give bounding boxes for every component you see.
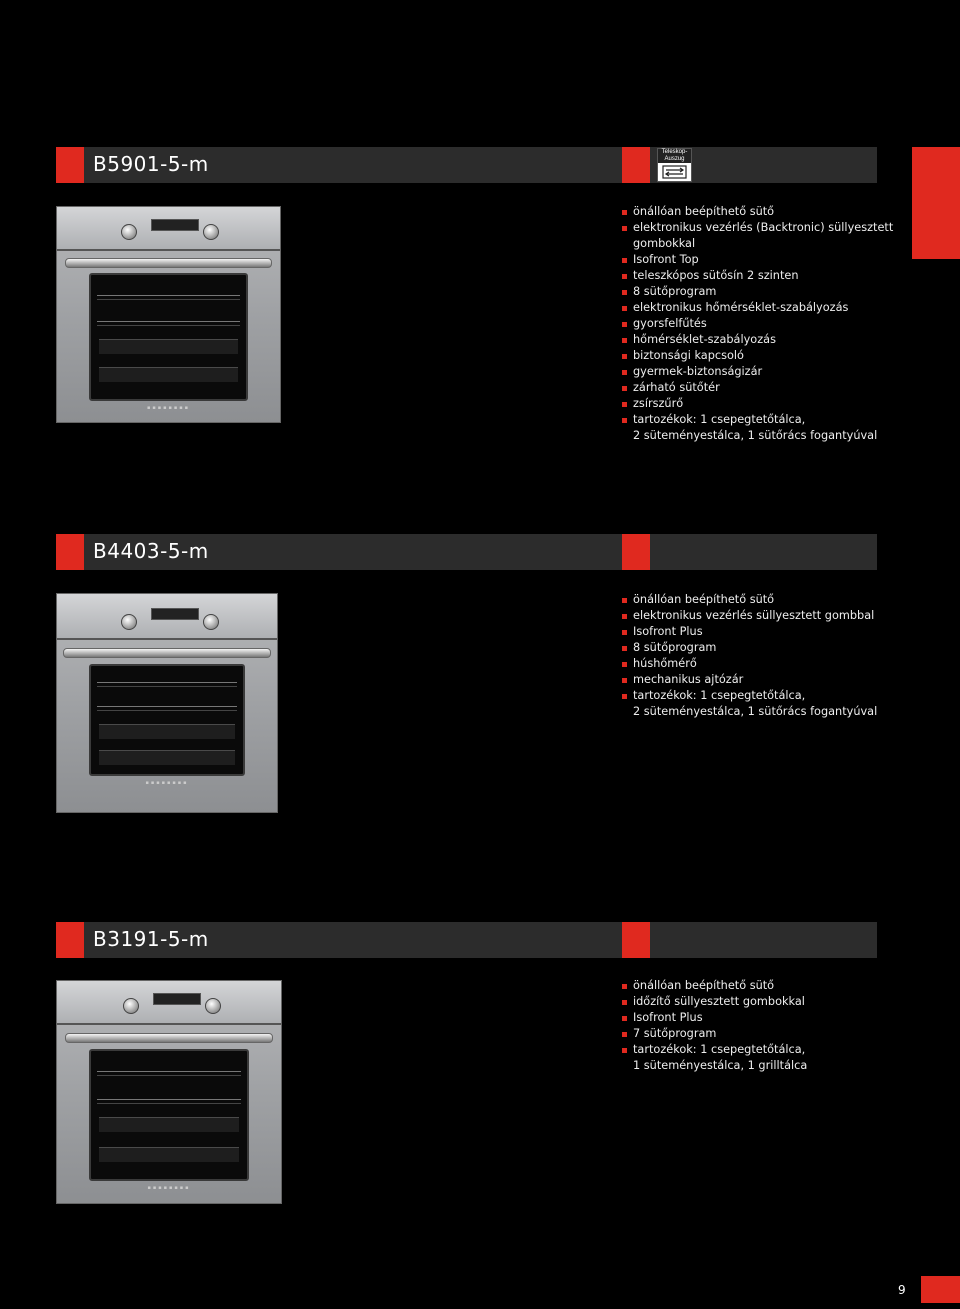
product-b4403 bbox=[56, 534, 877, 814]
feature-item bbox=[622, 348, 893, 364]
feature-item bbox=[622, 220, 893, 236]
feature-item bbox=[622, 268, 893, 284]
feature-text: elektronikus hőmérséklet-szabályozás bbox=[633, 301, 849, 314]
telescope-badge-label: Teleskop-Auszug bbox=[658, 149, 691, 163]
header-accent-right bbox=[622, 922, 650, 958]
control-panel bbox=[57, 981, 281, 1025]
oven-rack bbox=[97, 706, 237, 711]
oven-image bbox=[56, 593, 278, 813]
bullet-icon bbox=[622, 598, 627, 603]
feature-text: mechanikus ajtózár bbox=[633, 673, 744, 686]
bullet-icon bbox=[622, 354, 627, 359]
feature-text: gyorsfelfűtés bbox=[633, 317, 707, 330]
product-b5901 bbox=[56, 147, 894, 442]
header-accent-right bbox=[622, 147, 650, 183]
feature-item bbox=[622, 396, 893, 412]
feature-item bbox=[622, 412, 893, 428]
feature-item bbox=[622, 592, 877, 608]
oven-tray bbox=[99, 1117, 239, 1132]
feature-item bbox=[622, 656, 877, 672]
feature-text: elektronikus vezérlés (Backtronic) süllyesztett bbox=[633, 221, 894, 234]
door-handle bbox=[65, 1033, 273, 1043]
feature-text: Isofront Plus bbox=[633, 625, 703, 638]
feature-text: önállóan beépíthető sütő bbox=[633, 593, 775, 606]
oven-window bbox=[89, 664, 245, 776]
header-accent bbox=[56, 922, 84, 958]
oven-window bbox=[89, 1049, 249, 1181]
feature-text: 8 sütőprogram bbox=[633, 285, 717, 298]
oven-window bbox=[89, 273, 248, 401]
page-number: 9 bbox=[898, 1283, 906, 1297]
product-header bbox=[56, 922, 877, 958]
bullet-icon bbox=[622, 338, 627, 343]
feature-item bbox=[622, 364, 893, 380]
bullet-icon bbox=[622, 290, 627, 295]
oven-rack bbox=[97, 682, 237, 687]
page-tab bbox=[921, 1276, 960, 1303]
feature-list bbox=[622, 204, 893, 444]
feature-item bbox=[622, 204, 893, 220]
control-panel bbox=[57, 207, 280, 251]
feature-text: Isofront Top bbox=[633, 253, 699, 266]
feature-item-continuation bbox=[622, 1058, 807, 1074]
feature-item bbox=[622, 380, 893, 396]
feature-text: Isofront Plus bbox=[633, 1011, 703, 1024]
feature-text: időzítő süllyesztett gombokkal bbox=[633, 995, 805, 1008]
feature-list bbox=[622, 592, 877, 720]
bullet-icon bbox=[622, 678, 627, 683]
bullet-icon bbox=[622, 1032, 627, 1037]
model-title: B4403-5-m bbox=[93, 539, 209, 563]
door-handle bbox=[63, 648, 271, 658]
feature-item bbox=[622, 252, 893, 268]
brand-logo: ▪▪▪▪▪▪▪▪ bbox=[147, 1185, 191, 1191]
bullet-icon bbox=[622, 646, 627, 651]
bullet-icon bbox=[622, 614, 627, 619]
feature-text: gyermek-biztonságizár bbox=[633, 365, 763, 378]
side-tab bbox=[912, 147, 960, 259]
oven-tray bbox=[99, 1147, 239, 1162]
knob-icon bbox=[123, 998, 139, 1014]
feature-text: 2 süteményestálca, 1 sütőrács fogantyúval bbox=[633, 705, 878, 718]
feature-text: zárható sütőtér bbox=[633, 381, 720, 394]
oven-image bbox=[56, 980, 282, 1204]
bullet-icon bbox=[622, 984, 627, 989]
bullet-icon bbox=[622, 418, 627, 423]
oven-tray bbox=[99, 724, 235, 739]
oven-tray bbox=[99, 339, 238, 354]
model-title: B3191-5-m bbox=[93, 927, 209, 951]
bullet-icon bbox=[622, 306, 627, 311]
bullet-icon bbox=[622, 226, 627, 231]
feature-text: 8 sütőprogram bbox=[633, 641, 717, 654]
header-accent bbox=[56, 147, 84, 183]
feature-item bbox=[622, 640, 877, 656]
feature-text: hőmérséklet-szabályozás bbox=[633, 333, 776, 346]
knob-icon bbox=[203, 224, 219, 240]
display-icon bbox=[151, 219, 199, 231]
oven-rack bbox=[97, 321, 240, 326]
feature-item-continuation bbox=[622, 704, 877, 720]
bullet-icon bbox=[622, 662, 627, 667]
feature-item bbox=[622, 1026, 807, 1042]
feature-item bbox=[622, 688, 877, 704]
bullet-icon bbox=[622, 386, 627, 391]
feature-text: húshőmérő bbox=[633, 657, 697, 670]
bullet-icon bbox=[622, 210, 627, 215]
oven-image bbox=[56, 206, 281, 423]
feature-text: zsírszűrő bbox=[633, 397, 684, 410]
feature-item bbox=[622, 608, 877, 624]
feature-item bbox=[622, 1010, 807, 1026]
bullet-icon bbox=[622, 630, 627, 635]
header-accent-right bbox=[622, 534, 650, 570]
bullet-icon bbox=[622, 370, 627, 375]
display-icon bbox=[153, 993, 201, 1005]
feature-text: biztonsági kapcsoló bbox=[633, 349, 744, 362]
feature-text: teleszkópos sütősín 2 szinten bbox=[633, 269, 799, 282]
bullet-icon bbox=[622, 274, 627, 279]
bullet-icon bbox=[622, 322, 627, 327]
bullet-icon bbox=[622, 1016, 627, 1021]
control-panel bbox=[57, 594, 277, 640]
product-header bbox=[56, 147, 877, 183]
feature-item-continuation bbox=[622, 236, 893, 252]
feature-item-continuation bbox=[622, 428, 893, 444]
oven-rack bbox=[97, 295, 240, 300]
feature-item bbox=[622, 624, 877, 640]
feature-item bbox=[622, 284, 893, 300]
oven-tray bbox=[99, 750, 235, 765]
feature-text: tartozékok: 1 csepegtetőtálca, bbox=[633, 689, 806, 702]
feature-item bbox=[622, 672, 877, 688]
model-title: B5901-5-m bbox=[93, 152, 209, 176]
feature-list bbox=[622, 978, 807, 1074]
oven-tray bbox=[99, 367, 238, 382]
feature-text: tartozékok: 1 csepegtetőtálca, bbox=[633, 413, 806, 426]
feature-item bbox=[622, 994, 807, 1010]
bullet-icon bbox=[622, 402, 627, 407]
feature-text: önállóan beépíthető sütő bbox=[633, 205, 775, 218]
feature-text: gombokkal bbox=[633, 237, 696, 250]
knob-icon bbox=[205, 998, 221, 1014]
knob-icon bbox=[121, 224, 137, 240]
feature-text: 1 süteményestálca, 1 grilltálca bbox=[633, 1059, 808, 1072]
header-accent bbox=[56, 534, 84, 570]
bullet-icon bbox=[622, 258, 627, 263]
display-icon bbox=[151, 608, 199, 620]
bullet-icon bbox=[622, 1048, 627, 1053]
telescope-runner-icon bbox=[657, 148, 692, 182]
feature-item bbox=[622, 316, 893, 332]
knob-icon bbox=[203, 614, 219, 630]
bullet-icon bbox=[622, 694, 627, 699]
feature-text: 2 süteményestálca, 1 sütőrács fogantyúval bbox=[633, 429, 878, 442]
feature-text: 7 sütőprogram bbox=[633, 1027, 717, 1040]
bullet-icon bbox=[622, 1000, 627, 1005]
brand-logo: ▪▪▪▪▪▪▪▪ bbox=[145, 780, 189, 786]
feature-text: tartozékok: 1 csepegtetőtálca, bbox=[633, 1043, 806, 1056]
door-handle bbox=[65, 258, 272, 268]
feature-text: elektronikus vezérlés süllyesztett gombbal bbox=[633, 609, 875, 622]
feature-item bbox=[622, 300, 893, 316]
brand-logo: ▪▪▪▪▪▪▪▪ bbox=[146, 405, 191, 411]
product-header bbox=[56, 534, 877, 570]
oven-rack bbox=[97, 1099, 241, 1104]
knob-icon bbox=[121, 614, 137, 630]
oven-rack bbox=[97, 1071, 241, 1076]
feature-text: önállóan beépíthető sütő bbox=[633, 979, 775, 992]
feature-item bbox=[622, 332, 893, 348]
product-b3191 bbox=[56, 922, 877, 1206]
feature-item bbox=[622, 1042, 807, 1058]
feature-item bbox=[622, 978, 807, 994]
